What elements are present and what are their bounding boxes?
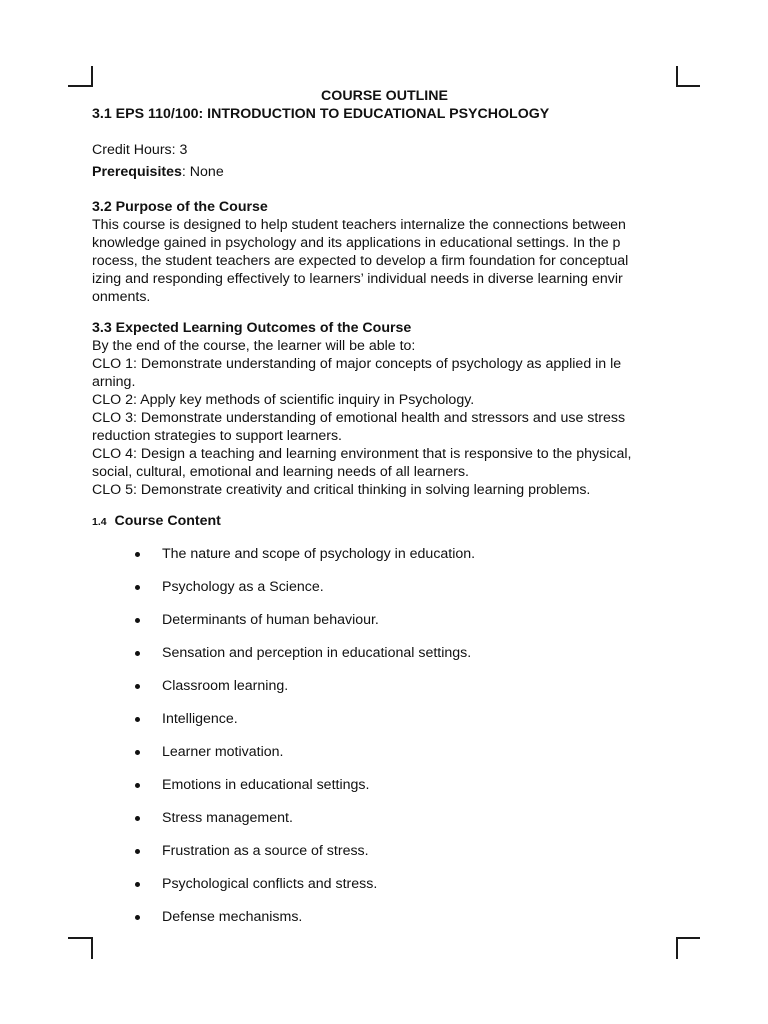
crop-mark-top-left-v — [91, 66, 93, 87]
crop-mark-bottom-right-h — [676, 937, 700, 939]
credit-hours: Credit Hours: 3 — [92, 142, 188, 158]
bullet-icon — [135, 882, 140, 887]
list-item — [135, 743, 677, 776]
crop-mark-bottom-left-h — [68, 937, 93, 939]
crop-mark-top-left-h — [68, 85, 93, 87]
outcomes-line-7: CLO 4: Design a teaching and learning environment that is responsive to the physical, — [92, 446, 632, 462]
list-item-text: Psychology as a Science. — [162, 579, 324, 595]
content-heading-text: Course Content — [114, 513, 221, 529]
list-item — [135, 644, 677, 677]
list-item-text: Stress management. — [162, 810, 293, 826]
list-item — [135, 809, 677, 842]
purpose-line-2: knowledge gained in psychology and its applications in educational settings. In the p — [92, 235, 621, 251]
list-item-text: Psychological conflicts and stress. — [162, 876, 378, 892]
course-content-list — [92, 545, 677, 941]
prerequisites-label: Prerequisites — [92, 164, 182, 180]
bullet-icon — [135, 750, 140, 755]
list-item — [135, 677, 677, 710]
list-item — [135, 875, 677, 908]
list-item — [135, 776, 677, 809]
outcomes-line-5: CLO 3: Demonstrate understanding of emotional health and stressors and use stress — [92, 410, 626, 426]
purpose-line-4: izing and responding effectively to learners’ individual needs in diverse learning envir — [92, 271, 623, 287]
bullet-icon — [135, 585, 140, 590]
list-item-text: Classroom learning. — [162, 678, 289, 694]
list-item — [135, 908, 677, 941]
list-item-text: Frustration as a source of stress. — [162, 843, 369, 859]
purpose-heading: 3.2 Purpose of the Course — [92, 199, 268, 215]
document-page — [92, 87, 677, 941]
purpose-line-3: rocess, the student teachers are expected to develop a firm foundation for conceptual — [92, 253, 629, 269]
content-heading — [92, 512, 677, 531]
outcomes-line-9: CLO 5: Demonstrate creativity and critical thinking in solving learning problems. — [92, 482, 591, 498]
list-item — [135, 611, 677, 644]
outcomes-heading: 3.3 Expected Learning Outcomes of the Course — [92, 320, 412, 336]
outcomes-line-6: reduction strategies to support learners. — [92, 428, 342, 444]
list-item — [135, 710, 677, 743]
bullet-icon — [135, 552, 140, 557]
outcomes-line-8: social, cultural, emotional and learning needs of all learners. — [92, 464, 469, 480]
bullet-icon — [135, 816, 140, 821]
list-item-text: The nature and scope of psychology in education. — [162, 546, 476, 562]
list-item — [135, 545, 677, 578]
outcomes-line-4: CLO 2: Apply key methods of scientific inquiry in Psychology. — [92, 392, 475, 408]
bullet-icon — [135, 915, 140, 920]
list-item-text: Emotions in educational settings. — [162, 777, 370, 793]
outcomes-line-1: By the end of the course, the learner will be able to: — [92, 338, 416, 354]
course-title: 3.1 EPS 110/100: INTRODUCTION TO EDUCATIONAL PSYCHOLOGY — [92, 106, 550, 122]
bullet-icon — [135, 783, 140, 788]
bullet-icon — [135, 684, 140, 689]
bullet-icon — [135, 849, 140, 854]
outcomes-line-3: arning. — [92, 374, 136, 390]
content-number: 1.4 — [92, 516, 107, 528]
list-item-text: Intelligence. — [162, 711, 238, 727]
list-item-text: Defense mechanisms. — [162, 909, 303, 925]
prerequisites-value: : None — [181, 164, 224, 180]
purpose-line-5: onments. — [92, 289, 151, 305]
list-item — [135, 578, 677, 611]
bullet-icon — [135, 618, 140, 623]
prerequisites — [92, 163, 677, 181]
list-item-text: Determinants of human behaviour. — [162, 612, 379, 628]
outcomes-line-2: CLO 1: Demonstrate understanding of major concepts of psychology as applied in le — [92, 356, 622, 372]
list-item-text: Learner motivation. — [162, 744, 284, 760]
bullet-icon — [135, 651, 140, 656]
document-title: COURSE OUTLINE — [321, 88, 448, 104]
list-item — [135, 842, 677, 875]
purpose-line-1: This course is designed to help student teachers internalize the connections between — [92, 217, 626, 233]
crop-mark-top-right-v — [676, 66, 678, 87]
bullet-icon — [135, 717, 140, 722]
crop-mark-top-right-h — [676, 85, 700, 87]
list-item-text: Sensation and perception in educational settings. — [162, 645, 472, 661]
